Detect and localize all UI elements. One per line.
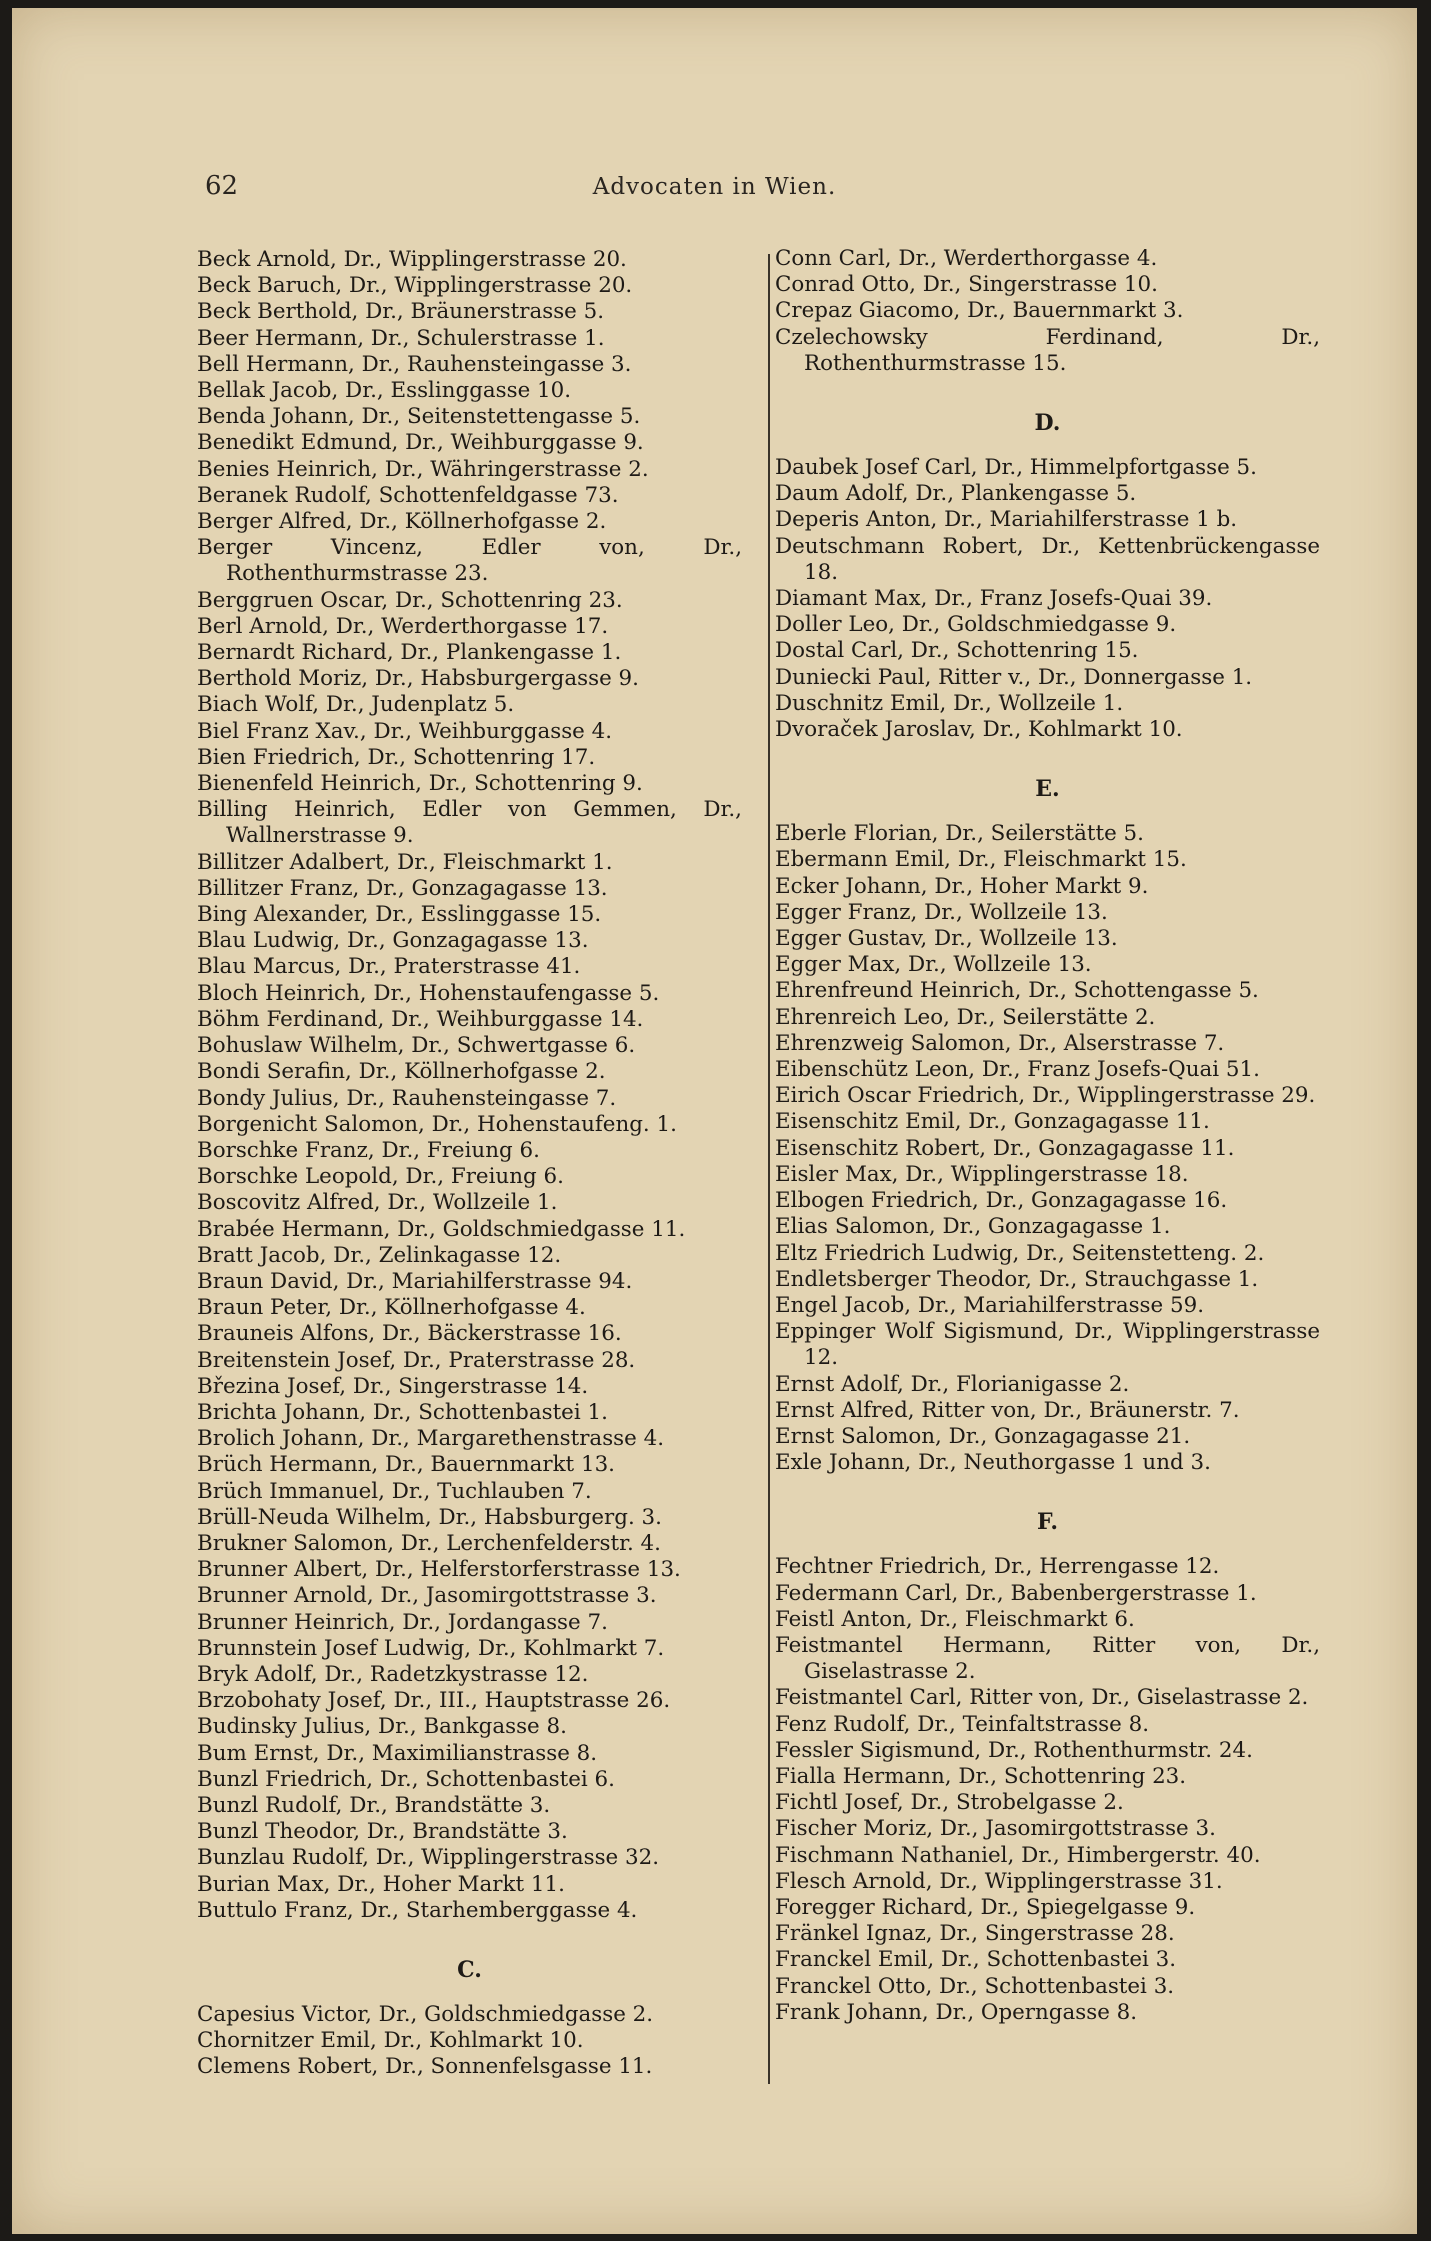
directory-entry: Diamant Max, Dr., Franz Josefs-Quai 39.: [775, 586, 1213, 612]
directory-entry: Brüch Immanuel, Dr., Tuchlauben 7.: [197, 1478, 592, 1504]
directory-entry: Bondy Julius, Dr., Rauhensteingasse 7.: [197, 1085, 617, 1111]
directory-entry: Franckel Emil, Dr., Schottenbastei 3.: [775, 1947, 1177, 1973]
directory-entry: Brunner Heinrich, Dr., Jordangasse 7.: [197, 1609, 608, 1635]
directory-entry: Daubek Josef Carl, Dr., Himmelpfortgasse 5.: [775, 455, 1257, 481]
directory-entry: Borschke Leopold, Dr., Freiung 6.: [197, 1164, 564, 1190]
directory-entry: Eisenschitz Emil, Dr., Gonzagagasse 11.: [775, 1109, 1210, 1135]
directory-entry: Ehrenzweig Salomon, Dr., Alserstrasse 7.: [775, 1030, 1225, 1056]
directory-entry: Blau Ludwig, Dr., Gonzagagasse 13.: [197, 928, 589, 954]
directory-entry: Beck Arnold, Dr., Wipplingerstrasse 20.: [197, 247, 627, 272]
directory-entry: Billing Heinrich, Edler von Gemmen, Dr., Wallnerstrasse 9.: [197, 797, 742, 849]
directory-entry: Feistmantel Carl, Ritter von, Dr., Giselastrasse 2.: [775, 1685, 1309, 1711]
directory-entry: Duniecki Paul, Ritter v., Dr., Donnergasse 1.: [775, 664, 1253, 690]
directory-entry: Bohuslaw Wilhelm, Dr., Schwertgasse 6.: [197, 1033, 636, 1059]
directory-entry: Clemens Robert, Dr., Sonnenfelsgasse 11.: [197, 2054, 653, 2080]
directory-entry: Burian Max, Dr., Hoher Markt 11.: [197, 1871, 565, 1897]
directory-entry: Fessler Sigismund, Dr., Rothenthurmstr. 24.: [775, 1737, 1253, 1763]
directory-entry: Bondi Serafin, Dr., Köllnerhofgasse 2.: [197, 1059, 606, 1085]
directory-entry: Bratt Jacob, Dr., Zelinkagasse 12.: [197, 1242, 562, 1268]
directory-entry: Brolich Johann, Dr., Margarethenstrasse 4.: [197, 1426, 665, 1452]
directory-entry: Beranek Rudolf, Schottenfeldgasse 73.: [197, 482, 619, 508]
directory-entry: Berggruen Oscar, Dr., Schottenring 23.: [197, 587, 623, 613]
directory-entry: Brukner Salomon, Dr., Lerchenfelderstr. 4.: [197, 1530, 661, 1556]
directory-entry: Deutschmann Robert, Dr., Kettenbrückengasse 18.: [775, 533, 1320, 585]
directory-entry: Brüll-Neuda Wilhelm, Dr., Habsburgerg. 3.: [197, 1504, 662, 1530]
directory-entry: Bell Hermann, Dr., Rauhensteingasse 3.: [197, 351, 632, 377]
directory-entry: Beer Hermann, Dr., Schulerstrasse 1.: [197, 325, 605, 351]
directory-entry: Eltz Friedrich Ludwig, Dr., Seitenstetteng. 2.: [775, 1240, 1265, 1266]
directory-entry: Brüch Hermann, Dr., Bauernmarkt 13.: [197, 1452, 615, 1478]
directory-entry: Bien Friedrich, Dr., Schottenring 17.: [197, 744, 596, 770]
directory-entry: Chornitzer Emil, Dr., Kohlmarkt 10.: [197, 2028, 584, 2054]
left-column: [197, 247, 742, 2081]
directory-entry: Czelechowsky Ferdinand, Dr., Rothenthurmstrasse 15.: [775, 324, 1320, 376]
section-letter: D.: [1034, 410, 1061, 437]
directory-entry: Brunner Albert, Dr., Helferstorferstrasse 13.: [197, 1557, 681, 1583]
directory-entry: Egger Max, Dr., Wollzeile 13.: [775, 952, 1092, 978]
directory-entry: Berger Vincenz, Edler von, Dr., Rothenthurmstrasse 23.: [197, 535, 742, 587]
directory-entry: Duschnitz Emil, Dr., Wollzeile 1.: [775, 690, 1124, 716]
directory-entry: Foregger Richard, Dr., Spiegelgasse 9.: [775, 1894, 1196, 1920]
directory-entry: Böhm Ferdinand, Dr., Weihburggasse 14.: [197, 1006, 644, 1032]
directory-entry: Borgenicht Salomon, Dr., Hohenstaufeng. 1.: [197, 1111, 677, 1137]
directory-entry: Buttulo Franz, Dr., Starhemberggasse 4.: [197, 1897, 638, 1923]
directory-entry: Fischmann Nathaniel, Dr., Himbergerstr. 40.: [775, 1842, 1261, 1868]
directory-entry: Ebermann Emil, Dr., Fleischmarkt 15.: [775, 847, 1187, 873]
directory-entry: Braun Peter, Dr., Köllnerhofgasse 4.: [197, 1295, 586, 1321]
directory-entry: Eisler Max, Dr., Wipplingerstrasse 18.: [775, 1161, 1189, 1187]
directory-entry: Braun David, Dr., Mariahilferstrasse 94.: [197, 1268, 633, 1294]
directory-entry: Bernardt Richard, Dr., Plankengasse 1.: [197, 640, 622, 666]
running-head: Advocaten in Wien.: [592, 174, 837, 200]
page-number: 62: [205, 171, 239, 201]
directory-entry: Breitenstein Josef, Dr., Praterstrasse 28.: [197, 1347, 636, 1373]
directory-entry: Březina Josef, Dr., Singerstrasse 14.: [197, 1373, 589, 1399]
directory-entry: Bing Alexander, Dr., Esslinggasse 15.: [197, 902, 602, 928]
directory-entry: Brzobohaty Josef, Dr., III., Hauptstrasse 26.: [197, 1688, 671, 1714]
directory-entry: Ehrenreich Leo, Dr., Seilerstätte 2.: [775, 1004, 1156, 1030]
directory-entry: Ernst Adolf, Dr., Florianigasse 2.: [775, 1371, 1130, 1397]
directory-entry: Bunzl Theodor, Dr., Brandstätte 3.: [197, 1819, 568, 1845]
directory-entry: Endletsberger Theodor, Dr., Strauchgasse 1.: [775, 1266, 1259, 1292]
section-letter: C.: [457, 1957, 482, 1983]
directory-entry: Eirich Oscar Friedrich, Dr., Wipplingerstrasse 29.: [775, 1083, 1316, 1109]
directory-entry: Eppinger Wolf Sigismund, Dr., Wipplingerstrasse 12.: [775, 1319, 1320, 1371]
directory-entry: Bryk Adolf, Dr., Radetzkystrasse 12.: [197, 1661, 589, 1687]
directory-entry: Daum Adolf, Dr., Plankengasse 5.: [775, 481, 1137, 507]
directory-entry: Engel Jacob, Dr., Mariahilferstrasse 59.: [775, 1292, 1205, 1318]
directory-entry: Conn Carl, Dr., Werderthorgasse 4.: [775, 246, 1158, 271]
directory-entry: Borschke Franz, Dr., Freiung 6.: [197, 1137, 540, 1163]
directory-entry: Doller Leo, Dr., Goldschmiedgasse 9.: [775, 612, 1177, 638]
directory-entry: Brichta Johann, Dr., Schottenbastei 1.: [197, 1399, 608, 1425]
directory-entry: Biach Wolf, Dr., Judenplatz 5.: [197, 692, 515, 718]
directory-entry: Brabée Hermann, Dr., Goldschmiedgasse 11.: [197, 1216, 686, 1242]
directory-entry: Franckel Otto, Dr., Schottenbastei 3.: [775, 1973, 1175, 1999]
directory-entry: Bunzl Rudolf, Dr., Brandstätte 3.: [197, 1792, 551, 1818]
directory-entry: Benedikt Edmund, Dr., Weihburggasse 9.: [197, 430, 644, 456]
directory-entry: Berl Arnold, Dr., Werderthorgasse 17.: [197, 613, 609, 639]
directory-entry: Deperis Anton, Dr., Mariahilferstrasse 1 b.: [775, 507, 1238, 533]
directory-entry: Feistl Anton, Dr., Fleischmarkt 6.: [775, 1606, 1135, 1632]
section-letter: F.: [1036, 1509, 1059, 1536]
directory-entry: Eberle Florian, Dr., Seilerstätte 5.: [775, 821, 1144, 847]
directory-entry: Brauneis Alfons, Dr., Bäckerstrasse 16.: [197, 1321, 622, 1347]
directory-entry: Ecker Johann, Dr., Hoher Markt 9.: [775, 873, 1149, 899]
directory-entry: Biel Franz Xav., Dr., Weihburggasse 4.: [197, 718, 613, 744]
directory-entry: Dostal Carl, Dr., Schottenring 15.: [775, 638, 1139, 664]
directory-entry: Conrad Otto, Dr., Singerstrasse 10.: [775, 272, 1158, 298]
directory-entry: Bunzlau Rudolf, Dr., Wipplingerstrasse 32.: [197, 1845, 660, 1871]
directory-entry: Crepaz Giacomo, Dr., Bauernmarkt 3.: [775, 298, 1184, 324]
directory-entry: Fischer Moriz, Dr., Jasomirgottstrasse 3.: [775, 1816, 1216, 1842]
section-letter: E.: [1035, 776, 1060, 803]
directory-entry: Elias Salomon, Dr., Gonzagagasse 1.: [775, 1214, 1171, 1240]
directory-entry: Budinsky Julius, Dr., Bankgasse 8.: [197, 1714, 567, 1740]
directory-entry: Ernst Salomon, Dr., Gonzagagasse 21.: [775, 1423, 1191, 1449]
directory-entry: Benda Johann, Dr., Seitenstettengasse 5.: [197, 404, 641, 430]
directory-entry: Egger Gustav, Dr., Wollzeile 13.: [775, 926, 1118, 952]
directory-entry: Egger Franz, Dr., Wollzeile 13.: [775, 899, 1108, 925]
right-column: [775, 246, 1320, 2026]
directory-entry: Bloch Heinrich, Dr., Hohenstaufengasse 5.: [197, 980, 660, 1006]
directory-entry: Billitzer Adalbert, Dr., Fleischmarkt 1.: [197, 849, 613, 875]
directory-entry: Brunner Arnold, Dr., Jasomirgottstrasse 3.: [197, 1583, 657, 1609]
directory-entry: Beck Berthold, Dr., Bräunerstrasse 5.: [197, 299, 605, 325]
directory-entry: Ernst Alfred, Ritter von, Dr., Bräunerstr. 7.: [775, 1397, 1240, 1423]
directory-entry: Elbogen Friedrich, Dr., Gonzagagasse 16.: [775, 1188, 1228, 1214]
directory-entry: Capesius Victor, Dr., Goldschmiedgasse 2.: [197, 2002, 654, 2027]
directory-entry: Feistmantel Hermann, Ritter von, Dr., Giselastrasse 2.: [775, 1632, 1320, 1685]
directory-entry: Billitzer Franz, Dr., Gonzagagasse 13.: [197, 875, 608, 901]
directory-entry: Bum Ernst, Dr., Maximilianstrasse 8.: [197, 1740, 598, 1766]
directory-entry: Brunnstein Josef Ludwig, Dr., Kohlmarkt 7.: [197, 1635, 665, 1661]
directory-entry: Bienenfeld Heinrich, Dr., Schottenring 9.: [197, 771, 643, 797]
directory-entry: Eibenschütz Leon, Dr., Franz Josefs-Quai 51.: [775, 1057, 1260, 1083]
directory-entry: Beck Baruch, Dr., Wipplingerstrasse 20.: [197, 273, 633, 299]
directory-entry: Eisenschitz Robert, Dr., Gonzagagasse 11.: [775, 1135, 1235, 1161]
directory-entry: Frank Johann, Dr., Operngasse 8.: [775, 1999, 1138, 2025]
directory-entry: Benies Heinrich, Dr., Währingerstrasse 2.: [197, 456, 649, 482]
directory-entry: Blau Marcus, Dr., Praterstrasse 41.: [197, 954, 581, 980]
directory-entry: Federmann Carl, Dr., Babenbergerstrasse 1.: [775, 1580, 1257, 1606]
directory-entry: Fenz Rudolf, Dr., Teinfaltstrasse 8.: [775, 1711, 1150, 1737]
directory-entry: Dvoraček Jaroslav, Dr., Kohlmarkt 10.: [775, 717, 1183, 743]
directory-entry: Bunzl Friedrich, Dr., Schottenbastei 6.: [197, 1766, 615, 1792]
column-divider: [768, 254, 770, 2084]
directory-entry: Fichtl Josef, Dr., Strobelgasse 2.: [775, 1790, 1124, 1816]
directory-entry: Flesch Arnold, Dr., Wipplingerstrasse 31.: [775, 1868, 1223, 1894]
directory-entry: Ehrenfreund Heinrich, Dr., Schottengasse 5.: [775, 978, 1259, 1004]
directory-entry: Berger Alfred, Dr., Köllnerhofgasse 2.: [197, 509, 607, 535]
directory-entry: Berthold Moriz, Dr., Habsburgergasse 9.: [197, 666, 639, 692]
directory-entry: Boscovitz Alfred, Dr., Wollzeile 1.: [197, 1190, 558, 1216]
directory-entry: Fechtner Friedrich, Dr., Herrengasse 12.: [775, 1554, 1220, 1580]
directory-entry: Fränkel Ignaz, Dr., Singerstrasse 28.: [775, 1921, 1175, 1947]
directory-entry: Bellak Jacob, Dr., Esslinggasse 10.: [197, 378, 572, 404]
directory-entry: Exle Johann, Dr., Neuthorgasse 1 und 3.: [775, 1450, 1211, 1476]
directory-entry: Fialla Hermann, Dr., Schottenring 23.: [775, 1763, 1187, 1789]
